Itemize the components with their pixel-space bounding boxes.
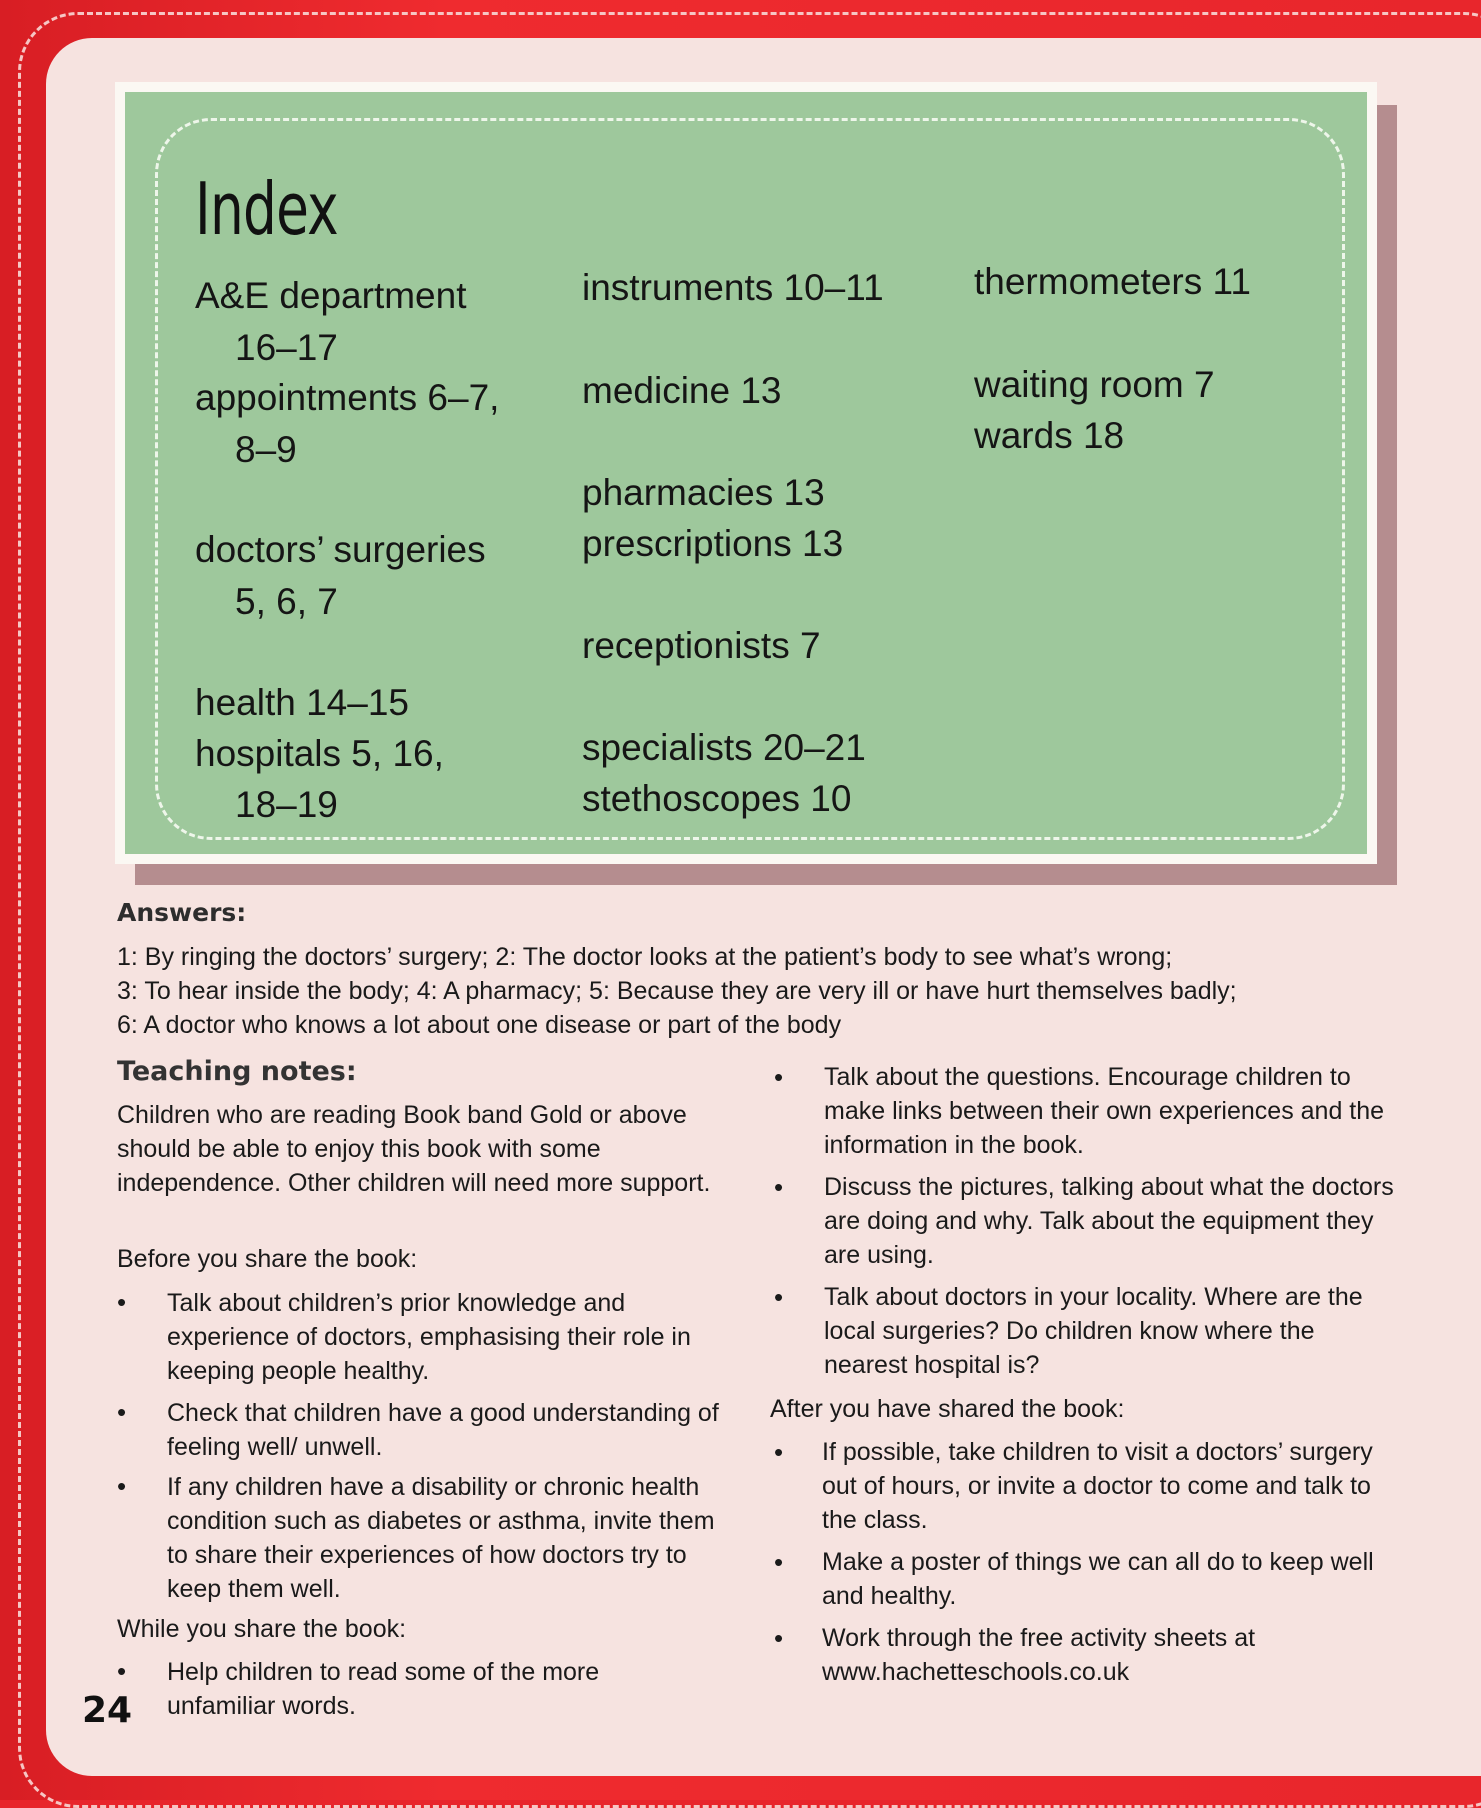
index-entry: health 14–15 — [195, 682, 409, 723]
bullet-dot-icon: • — [117, 1397, 127, 1427]
index-entry: doctors’ surgeries — [195, 529, 486, 570]
bullet-dot-icon: • — [117, 1471, 127, 1501]
index-title: Index — [195, 167, 338, 251]
index-entry: 16–17 — [235, 327, 338, 368]
index-entry: 8–9 — [235, 429, 297, 470]
index-panel — [115, 82, 1377, 864]
index-entry: instruments 10–11 — [582, 267, 884, 308]
bullet-dot-icon: • — [774, 1172, 784, 1202]
index-entry: waiting room 7 — [974, 364, 1215, 405]
index-entry: appointments 6–7, — [195, 377, 500, 418]
index-entry: thermometers 11 — [974, 261, 1251, 302]
index-entry: A&E department — [195, 275, 467, 316]
after-item: Work through the free activity sheets at www.hachetteschools.co.uk — [822, 1624, 1256, 1686]
teaching-intro: Children who are reading Book band Gold or above should be able to enjoy this book with some independence. Other children will need more support. — [117, 1101, 711, 1197]
before-item: Talk about children’s prior knowledge and experience of doctors, emphasising their role in keeping people healthy. — [167, 1289, 691, 1385]
before-item: Check that children have a good understanding of feeling well/ unwell. — [167, 1399, 719, 1461]
bullet-dot-icon: • — [117, 1656, 127, 1686]
while-item: Talk about doctors in your locality. Where are the local surgeries? Do children know where the nearest hospital is? — [824, 1283, 1363, 1379]
bullet-dot-icon: • — [774, 1623, 784, 1653]
while-item: Discuss the pictures, talking about what the doctors are doing and why. Talk about the equipment they are using. — [824, 1173, 1394, 1269]
answers-heading: Answers: — [117, 898, 247, 927]
bullet-dot-icon: • — [117, 1287, 127, 1317]
after-item: If possible, take children to visit a doctors’ surgery out of hours, or invite a doctor to come and talk to the class. — [822, 1438, 1373, 1534]
bullet-dot-icon: • — [774, 1062, 784, 1092]
after-item: Make a poster of things we can all do to keep well and healthy. — [822, 1548, 1374, 1610]
index-entry: 5, 6, 7 — [235, 581, 338, 622]
after-heading: After you have shared the book: — [770, 1395, 1125, 1423]
while-item: Help children to read some of the more unfamiliar words. — [167, 1658, 600, 1720]
before-heading: Before you share the book: — [117, 1245, 418, 1273]
index-entry: specialists 20–21 — [582, 727, 866, 768]
teaching-notes-heading: Teaching notes: — [117, 1056, 357, 1087]
index-entry: wards 18 — [974, 415, 1125, 456]
while-heading: While you share the book: — [117, 1615, 407, 1643]
index-entry: prescriptions 13 — [582, 523, 844, 564]
answer-line: 1: By ringing the doctors’ surgery; 2: The doctor looks at the patient’s body to see what’s wrong; — [117, 943, 1173, 971]
index-entry: pharmacies 13 — [582, 472, 825, 513]
answer-line: 6: A doctor who knows a lot about one disease or part of the body — [117, 1011, 842, 1039]
index-entry: receptionists 7 — [582, 625, 821, 666]
bullet-dot-icon: • — [774, 1282, 784, 1312]
index-entry: 18–19 — [235, 784, 338, 825]
bullet-dot-icon: • — [774, 1547, 784, 1577]
page-number: 24 — [82, 1690, 133, 1731]
index-entry: medicine 13 — [582, 370, 782, 411]
index-entry: hospitals 5, 16, — [195, 733, 444, 774]
before-item: If any children have a disability or chronic health condition such as diabetes or asthma, invite them to share their experiences of how doctors try to keep them well. — [167, 1473, 715, 1603]
answer-line: 3: To hear inside the body; 4: A pharmacy; 5: Because they are very ill or have hurt themselves badly; — [117, 977, 1237, 1005]
bullet-dot-icon: • — [774, 1437, 784, 1467]
while-item: Talk about the questions. Encourage children to make links between their own experiences and the information in the book. — [824, 1063, 1385, 1159]
index-entry: stethoscopes 10 — [582, 778, 852, 819]
